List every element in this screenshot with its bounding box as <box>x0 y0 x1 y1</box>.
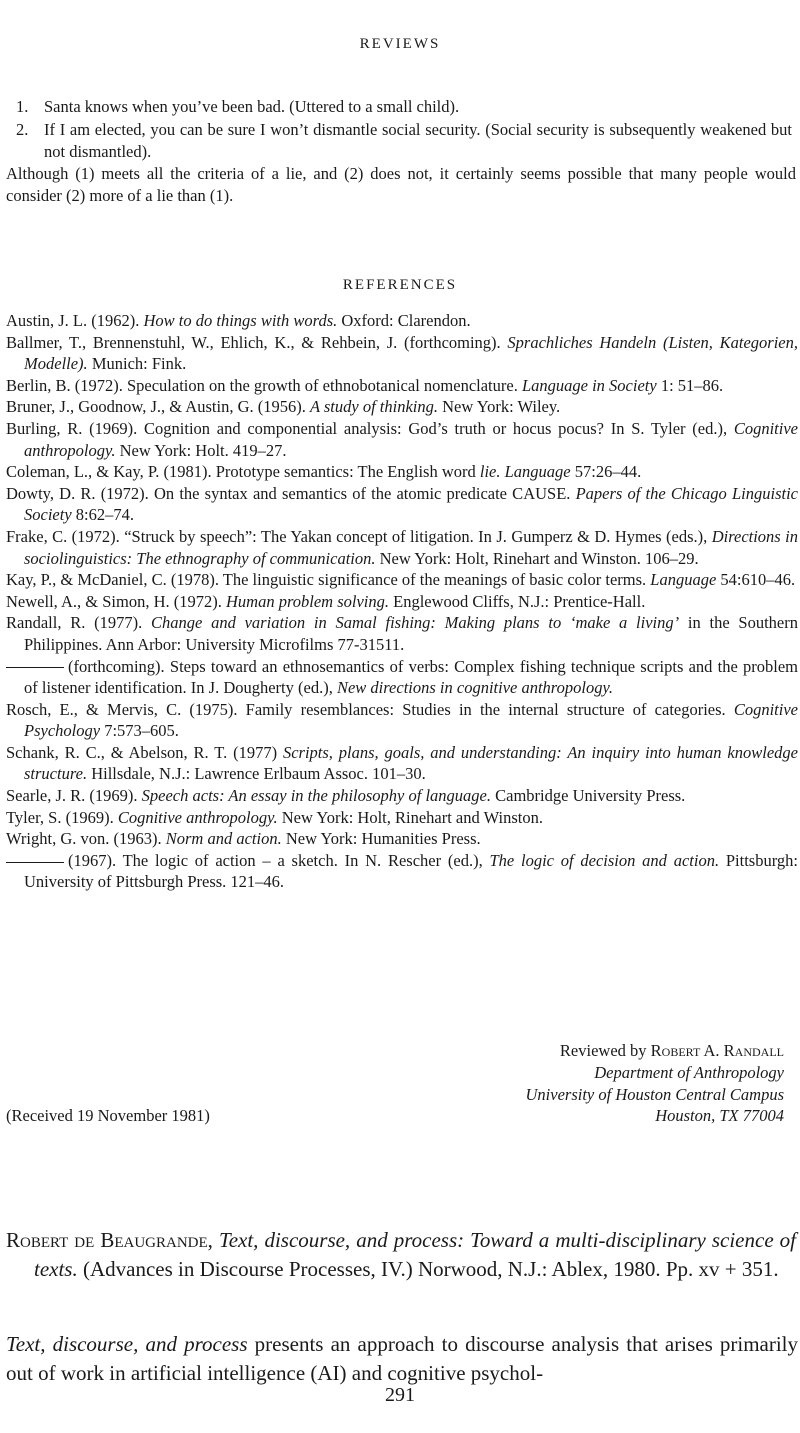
reference-text: (forthcoming). Steps toward an ethnosemantics of verbs: Complex fishing technique scripts and the problem of listener identification. In J. Dougherty (ed.), <box>24 656 798 698</box>
reference-entry <box>6 612 798 655</box>
reference-text: Wright, G. von. (1963). <box>6 829 166 849</box>
reference-entry <box>6 461 798 483</box>
reference-entry <box>6 699 798 742</box>
references-heading: REFERENCES <box>342 277 458 293</box>
reference-entry <box>6 396 798 418</box>
reference-title: Human problem solving. <box>226 591 390 611</box>
reference-entry <box>6 569 798 591</box>
reference-title: The logic of decision and action. <box>489 850 720 870</box>
reviewer-line: Reviewed by Robert A. Randall <box>559 1041 784 1060</box>
reference-entry <box>6 785 798 807</box>
reference-entry <box>6 526 798 569</box>
reference-title: How to do things with words. <box>143 311 338 330</box>
reference-entry <box>6 807 798 829</box>
reference-text: Burling, R. (1969). Cognition and componential analysis: God’s truth or hocus pocus? In S. Tyler (ed.), <box>6 418 734 438</box>
example-text: If I am elected, you can be sure I won’t dismantle social security. (Social security is subsequently weakened but not dismantled). <box>44 120 792 161</box>
example-text: Santa knows when you’ve been bad. (Uttered to a small child). <box>44 97 460 116</box>
reference-text: Kay, P., & McDaniel, C. (1978). The linguistic significance of the meanings of basic color terms. <box>6 570 651 590</box>
next-review-citation: Robert de Beaugrande, Text, discourse, and process: Toward a multi-disciplinary science of texts. (Advances in Discourse Processes, IV.) Norwood, N.J.: Ablex, 1980. Pp. xv + 351. <box>6 1228 796 1281</box>
reference-text: Austin, J. L. (1962). <box>6 311 144 330</box>
reference-source: Munich: Fink. <box>87 354 187 374</box>
reference-text: Dowty, D. R. (1972). On the syntax and semantics of the atomic predicate CAUSE. <box>6 483 576 503</box>
next-review-opening <box>6 1330 798 1387</box>
reference-source: 54:610–46. <box>716 570 796 590</box>
example-1 <box>0 96 800 118</box>
reference-source: Englewood Cliffs, N.J.: Prentice-Hall. <box>389 591 646 611</box>
reference-source: New York: Holt, Rinehart and Winston. <box>277 807 543 827</box>
references-list <box>6 310 798 893</box>
repeat-author-dash <box>6 862 64 863</box>
reviewer-location: Houston, TX 77004 <box>655 1106 784 1126</box>
reference-text: Ballmer, T., Brennenstuhl, W., Ehlich, K., & Rehbein, J. (forthcoming). <box>6 332 508 352</box>
reference-entry <box>6 332 798 375</box>
reference-title: Directions in sociolinguistics: The ethnography of communication. <box>24 526 798 568</box>
reference-entry <box>6 656 798 699</box>
reviewer-signature <box>364 1040 784 1127</box>
reference-text: Searle, J. R. (1969). <box>6 786 142 806</box>
reference-text: Randall, R. (1977). <box>6 613 151 633</box>
reference-source: 1: 51–86. <box>656 375 724 395</box>
reference-title: Cognitive Psychology <box>24 699 798 741</box>
reference-text: Schank, R. C., & Abelson, R. T. (1977) <box>6 742 283 762</box>
reference-source: New York: Wiley. <box>438 397 561 417</box>
review-book-title: Text, discourse, and process: Toward a multi-disciplinary science of texts. <box>34 1228 796 1281</box>
reference-title: Language <box>650 570 717 590</box>
reference-source: Pittsburgh: University of Pittsburgh Press. 121–46. <box>24 850 798 892</box>
reference-title: Cognitive anthropology. <box>117 807 278 827</box>
page-number: 291 <box>385 1384 415 1406</box>
reference-text: Bruner, J., Goodnow, J., & Austin, G. (1956). <box>6 397 310 417</box>
review-body-title: Text, discourse, and process <box>6 1332 248 1356</box>
reference-source: Cambridge University Press. <box>491 786 686 806</box>
reference-text: Frake, C. (1972). “Struck by speech”: The Yakan concept of litigation. In J. Gumperz & D. Hymes (eds.), <box>6 526 712 546</box>
reviewer-university: University of Houston Central Campus <box>525 1084 784 1104</box>
reference-text: (1967). The logic of action – a sketch. In N. Rescher (ed.), <box>68 850 490 870</box>
reference-title: Sprachliches Handeln (Listen, Kategorien, Modelle). <box>24 332 799 374</box>
reference-source: Hillsdale, N.J.: Lawrence Erlbaum Assoc. 101–30. <box>87 764 426 784</box>
reference-entry <box>6 375 798 397</box>
reference-title: A study of thinking. <box>309 397 439 417</box>
reference-entry <box>6 828 798 850</box>
running-header: REVIEWS <box>359 36 441 52</box>
reference-source: in the Southern Philippines. Ann Arbor: University Microfilms 77-31511. <box>24 613 798 654</box>
reference-title: Change and variation in Samal fishing: Making plans to ‘make a living’ <box>151 613 680 633</box>
repeat-author-dash <box>6 667 64 668</box>
reference-title: Scripts, plans, goals, and understanding: An inquiry into human knowledge structure. <box>24 742 798 784</box>
example-number: 1. <box>16 97 29 116</box>
reference-text: Tyler, S. (1969). <box>6 807 118 827</box>
reference-entry <box>6 483 798 526</box>
received-date: (Received 19 November 1981) <box>6 1106 210 1125</box>
reference-text: Rosch, E., & Mervis, C. (1975). Family resemblances: Studies in the internal structure of categories. <box>6 699 734 719</box>
conclusion-paragraph: Although (1) meets all the criteria of a lie, and (2) does not, it certainly seems possible that many people would consider (2) more of a lie than (1). <box>6 164 796 205</box>
reference-title: Norm and action. <box>165 829 282 849</box>
review-book-details: (Advances in Discourse Processes, IV.) Norwood, N.J.: Ablex, 1980. Pp. xv + 351. <box>82 1256 779 1281</box>
reference-title: Language in Society <box>521 375 657 395</box>
reference-source: New York: Holt, Rinehart and Winston. 106–29. <box>375 548 699 568</box>
reviewer-department: Department of Anthropology <box>594 1062 784 1082</box>
reference-source: 8:62–74. <box>71 505 134 525</box>
reference-entry <box>6 591 798 613</box>
reference-title: New directions in cognitive anthropology. <box>336 678 613 698</box>
example-number: 2. <box>16 120 29 139</box>
reference-source: Oxford: Clarendon. <box>337 311 471 330</box>
reference-text: Berlin, B. (1972). Speculation on the growth of ethnobotanical nomenclature. <box>6 375 522 395</box>
reference-source: New York: Holt. 419–27. <box>115 440 287 460</box>
reference-title: Cognitive anthropology. <box>24 418 798 460</box>
reference-source: 57:26–44. <box>570 462 642 482</box>
reference-title: Speech acts: An essay in the philosophy of language. <box>141 786 491 806</box>
reference-title: Papers of the Chicago Linguistic Society <box>24 483 798 525</box>
review-book-author: Robert de Beaugrande <box>6 1228 208 1252</box>
reference-text: Newell, A., & Simon, H. (1972). <box>6 591 226 611</box>
reference-source: New York: Humanities Press. <box>281 829 481 849</box>
review-body-text: presents an approach to discourse analysis that arises primarily out of work in artificial intelligence (AI) and cognitive psychol- <box>6 1332 799 1385</box>
reference-text: Coleman, L., & Kay, P. (1981). Prototype semantics: The English word <box>6 462 480 482</box>
reference-title: lie. Language <box>479 462 571 482</box>
reference-source: 7:573–605. <box>100 721 179 741</box>
example-2 <box>0 119 800 163</box>
reviewer-name: Robert A. Randall <box>650 1041 784 1060</box>
reference-entry <box>6 418 798 461</box>
reference-entry <box>6 310 798 332</box>
reference-entry <box>6 850 798 893</box>
reference-entry <box>6 742 798 785</box>
